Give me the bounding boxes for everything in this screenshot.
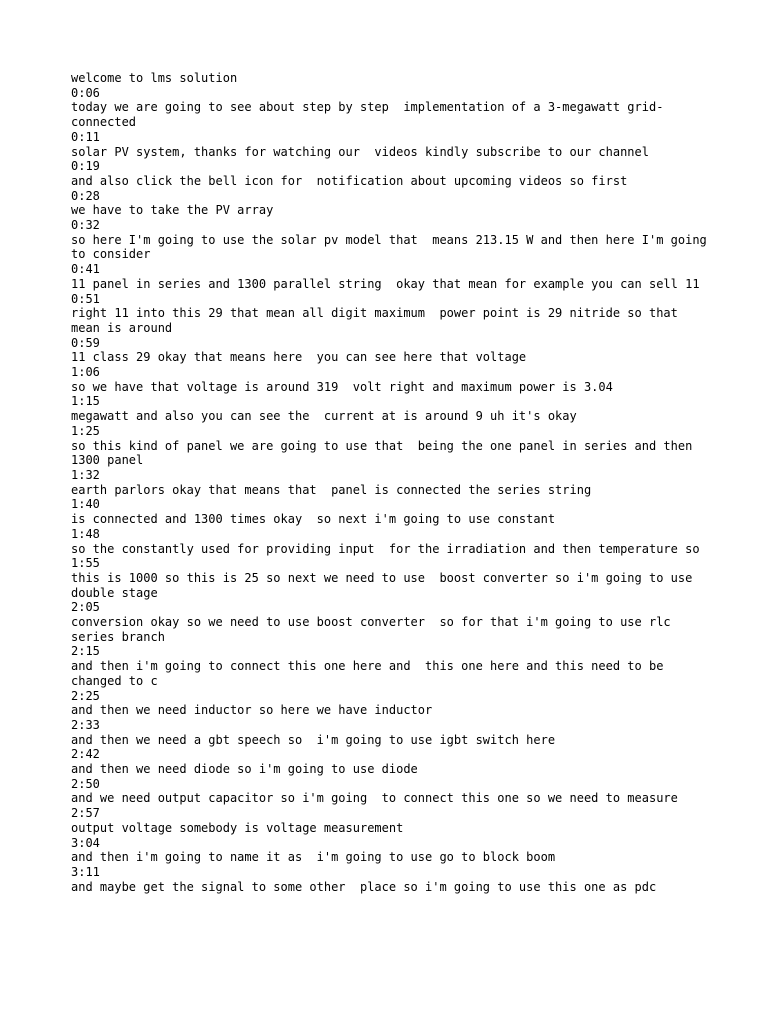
timestamp: 0:59 [71,335,100,350]
transcript-entry [71,644,711,688]
timestamp: 1:48 [71,526,100,541]
transcript-line: 11 panel in series and 1300 parallel string okay that mean for example you can sell 11 [71,276,700,291]
transcript-line: and then we need inductor so here we have inductor [71,703,433,718]
transcript-line: we have to take the PV array [71,203,274,218]
timestamp: 1:25 [71,423,100,438]
transcript-line: and maybe get the signal to some other place so i'm going to use this one as pdc [71,879,657,894]
transcript-line: right 11 into this 29 that mean all digit maximum power point is 29 nitride so that mean is around [71,306,686,335]
timestamp: 0:11 [71,129,100,144]
timestamp: 1:32 [71,467,100,482]
timestamp: 3:11 [71,864,100,879]
transcript-line: and then we need a gbt speech so i'm going to use igbt switch here [71,732,556,747]
timestamp: 2:42 [71,747,100,762]
transcript-line: and then i'm going to connect this one here and this one here and this need to be changed to c [71,659,671,688]
timestamp: 2:57 [71,806,100,821]
transcript-entry [71,292,711,336]
timestamp: 1:15 [71,394,100,409]
transcript-entry [71,130,711,159]
transcript-entry [71,747,711,776]
timestamp: 2:50 [71,776,100,791]
timestamp: 1:40 [71,497,100,512]
transcript-entry [71,689,711,718]
timestamp: 2:25 [71,688,100,703]
transcript-entry [71,600,711,644]
transcript-entry [71,556,711,600]
transcript-entry [71,189,711,218]
transcript-entry [71,718,711,747]
transcript-line: solar PV system, thanks for watching our videos kindly subscribe to our channel [71,144,649,159]
transcript-entry [71,468,711,497]
transcript-line: so we have that voltage is around 319 volt right and maximum power is 3.04 [71,379,613,394]
transcript-line: 11 class 29 okay that means here you can see here that voltage [71,350,527,365]
transcript-line: is connected and 1300 times okay so next i'm going to use constant [71,512,556,527]
transcript-entry [71,497,711,526]
transcript-line: earth parlors okay that means that panel is connected the series string [71,482,592,497]
transcript-entry [71,336,711,365]
timestamp: 0:06 [71,85,100,100]
transcript-entry [71,218,714,262]
transcript-line: and then we need diode so i'm going to use diode [71,762,418,777]
transcript-entry [71,836,711,865]
transcript-line: so the constantly used for providing input for the irradiation and then temperature so [71,541,700,556]
transcript-document [71,71,714,894]
timestamp: 0:51 [71,291,100,306]
transcript-line: so this kind of panel we are going to use that being the one panel in series and then 1300 panel [71,438,700,468]
timestamp: 0:32 [71,218,100,233]
transcript-entry [71,365,711,394]
timestamp: 2:05 [71,600,100,615]
timestamp: 0:28 [71,188,100,203]
transcript-line: output voltage somebody is voltage measurement [71,820,404,835]
transcript-entry [71,159,711,188]
timestamp: 0:19 [71,159,100,174]
transcript-entry [71,262,711,291]
transcript-entry [71,777,711,806]
transcript-entry [71,806,711,835]
transcript-entry [71,394,711,423]
transcript-entry [71,424,711,468]
transcript-entries [71,85,714,895]
transcript-line: this is 1000 so this is 25 so next we need to use boost converter so i'm going to use double stage [71,570,700,600]
transcript-entry [71,865,711,894]
timestamp: 2:15 [71,644,100,659]
transcript-entry [71,527,711,556]
transcript-entry [71,86,711,130]
transcript-line: so here I'm going to use the solar pv model that means 213.15 W and then here I'm going to consider [71,232,714,262]
transcript-line: and we need output capacitor so i'm going to connect this one so we need to measure [71,791,678,806]
transcript-line: conversion okay so we need to use boost converter so for that i'm going to use rlc series branch [71,615,678,644]
transcript-intro: welcome to lms solution [71,71,238,85]
transcript-line: today we are going to see about step by step implementation of a 3-megawatt grid-connected [71,100,664,130]
transcript-line: megawatt and also you can see the current at is around 9 uh it's okay [71,409,577,424]
timestamp: 1:55 [71,556,100,571]
timestamp: 1:06 [71,365,100,380]
timestamp: 2:33 [71,717,100,732]
transcript-line: and then i'm going to name it as i'm going to use go to block boom [71,850,556,865]
transcript-line: and also click the bell icon for notification about upcoming videos so first [71,173,628,188]
timestamp: 3:04 [71,835,100,850]
timestamp: 0:41 [71,262,100,277]
